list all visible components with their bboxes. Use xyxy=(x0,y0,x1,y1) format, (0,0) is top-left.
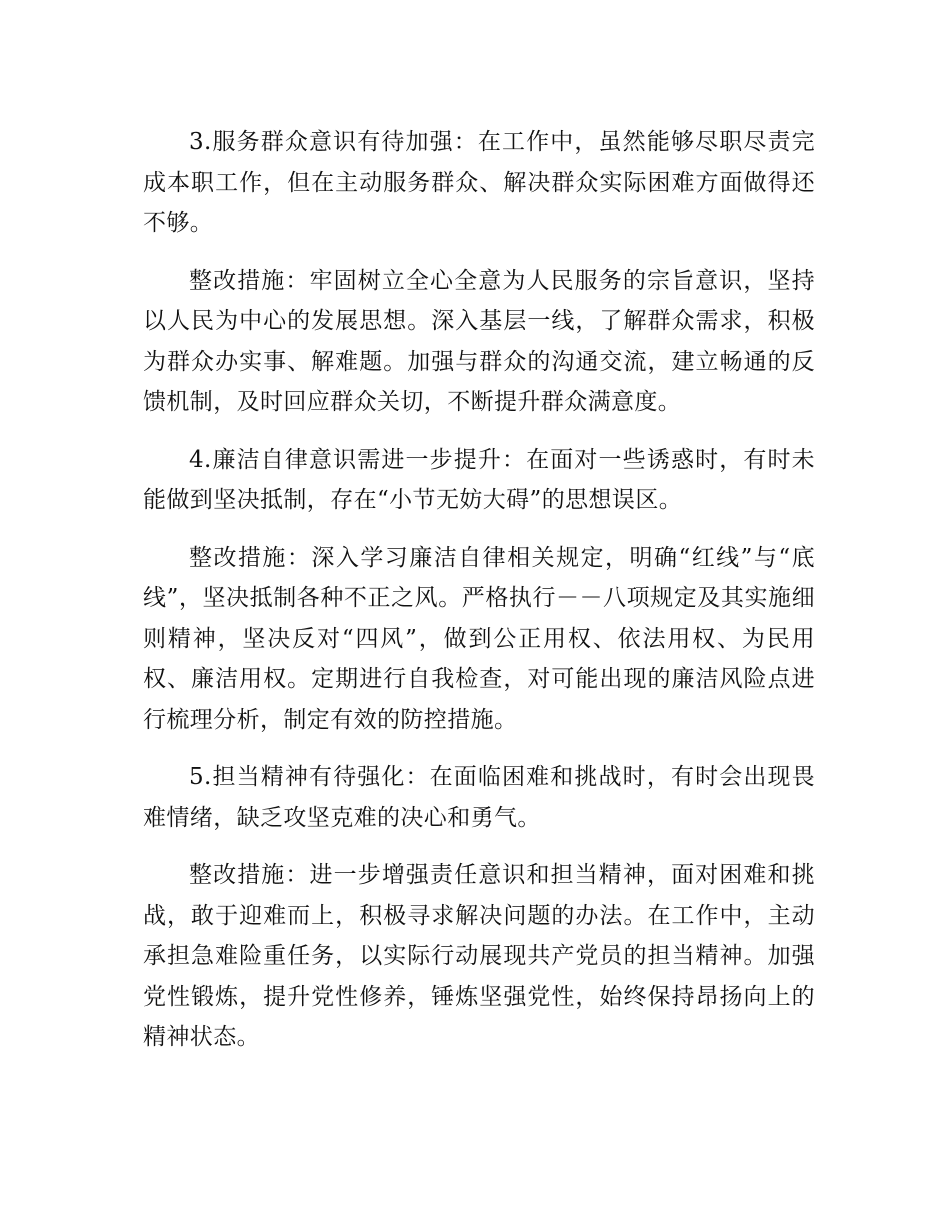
paragraph-service-awareness: 3.服务群众意识有待加强：在工作中，虽然能够尽职尽责完成本职工作，但在主动服务群众、解决群众实际困难方面做得还不够。 xyxy=(143,129,815,236)
document-page xyxy=(143,122,815,1075)
paragraph-responsibility-spirit: 5.担当精神有待强化：在面临困难和挑战时，有时会出现畏难情绪，缺乏攻坚克难的决心和勇气。 xyxy=(143,764,815,831)
paragraph-integrity-awareness: 4.廉洁自律意识需进一步提升：在面对一些诱惑时，有时未能做到坚决抵制，存在“小节无妨大碍”的思想误区。 xyxy=(143,446,815,513)
paragraph-integrity-measures: 整改措施：深入学习廉洁自律相关规定，明确“红线”与“底线”，坚决抵制各种不正之风。严格执行－－八项规定及其实施细则精神，坚决反对“四风”，做到公正用权、依法用权、为民用权、廉洁用权。定期进行自我检查，对可能出现的廉洁风险点进行梳理分析，制定有效的防控措施。 xyxy=(143,544,815,733)
paragraph-responsibility-measures: 整改措施：进一步增强责任意识和担当精神，面对困难和挑战，敢于迎难而上，积极寻求解决问题的办法。在工作中，主动承担急难险重任务，以实际行动展现共产党员的担当精神。加强党性锻炼，提升党性修养，锤炼坚强党性，始终保持昂扬向上的精神状态。 xyxy=(143,862,815,1050)
paragraph-service-measures: 整改措施：牢固树立全心全意为人民服务的宗旨意识，坚持以人民为中心的发展思想。深入基层一线，了解群众需求，积极为群众办实事、解难题。加强与群众的沟通交流，建立畅通的反馈机制，及时回应群众关切，不断提升群众满意度。 xyxy=(143,267,815,415)
